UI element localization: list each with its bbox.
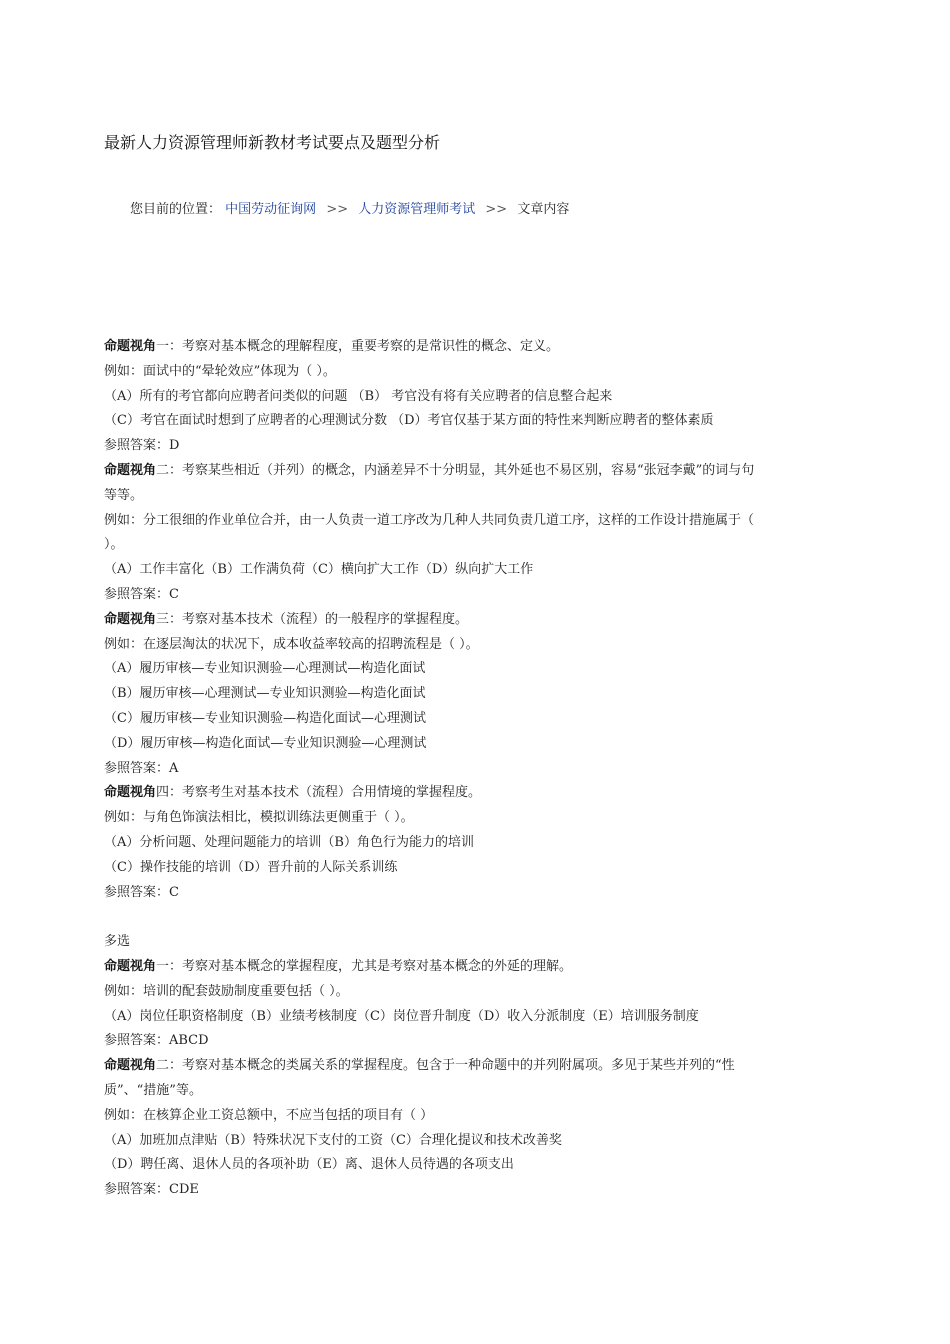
article-line xyxy=(104,583,840,608)
line-text: （A）分析问题、处理问题能力的培训（B）角色行为能力的培训 xyxy=(104,834,474,850)
article-line xyxy=(104,682,840,707)
line-text: （B）履历审核—心理测试—专业知识测验—构造化面试 xyxy=(104,686,426,702)
line-text: 例如：分工很细的作业单位合并，由一人负责一道工序改为几种人共同负责几道工序，这样的工作设计措施属于（ xyxy=(104,512,755,528)
page-title: 最新人力资源管理师新教材考试要点及题型分析 xyxy=(104,133,441,152)
line-text: 参照答案：ABCD xyxy=(104,1033,209,1049)
breadcrumb-separator: >> xyxy=(326,202,349,217)
line-text: ）。 xyxy=(104,537,124,553)
line-heading: 命题视角 xyxy=(104,958,157,974)
breadcrumb-current: 文章内容 xyxy=(517,202,570,217)
line-text: （D）履历审核—构造化面试—专业知识测验—心理测试 xyxy=(104,735,427,751)
article-body xyxy=(104,335,840,1203)
article-line xyxy=(104,484,840,509)
article-line xyxy=(104,1153,840,1178)
article-line xyxy=(104,930,840,955)
article-line xyxy=(104,1104,840,1129)
article-line xyxy=(104,1079,840,1104)
article-line xyxy=(104,409,840,434)
article-line xyxy=(104,533,840,558)
line-heading: 命题视角 xyxy=(104,462,157,478)
article-line xyxy=(104,633,840,658)
line-text: 参照答案：CDE xyxy=(104,1182,199,1198)
line-text: 例如：在核算企业工资总额中，不应当包括的项目有（ ） xyxy=(104,1107,434,1123)
article-line xyxy=(104,335,840,360)
line-text: （C）考官在面试时想到了应聘者的心理测试分数 （D）考官仅基于某方面的特性来判断应聘者的整体素质 xyxy=(104,413,714,429)
line-text: 参照答案：C xyxy=(104,884,179,900)
article-line xyxy=(104,980,840,1005)
line-text: （A）工作丰富化（B）工作满负荷（C）横向扩大工作（D）纵向扩大工作 xyxy=(104,562,534,578)
line-text: 二：考察对基本概念的类属关系的掌握程度。包含于一种命题中的并列附属项。多见于某些并列的“性 xyxy=(156,1058,735,1074)
line-heading: 命题视角 xyxy=(104,339,157,354)
breadcrumb-separator: >> xyxy=(485,202,508,217)
article-line xyxy=(104,558,840,583)
line-text: （A）所有的考官都向应聘者问类似的问题 （B） 考官没有将有关应聘者的信息整合起来 xyxy=(104,388,613,404)
line-text: 二：考察某些相近（并列）的概念，内涵差异不十分明显，其外延也不易区别，容易“张冠李戴”的词与句 xyxy=(156,462,755,478)
article-line xyxy=(104,1054,840,1079)
line-text: 质”、“措施”等。 xyxy=(104,1082,202,1098)
line-heading: 命题视角 xyxy=(104,611,157,627)
article-line xyxy=(104,1129,840,1154)
line-text: （A）加班加点津贴（B）特殊状况下支付的工资（C）合理化提议和技术改善奖 xyxy=(104,1132,562,1148)
breadcrumb-prefix: 您目前的位置： xyxy=(130,202,222,217)
article-line xyxy=(104,1029,840,1054)
article-line xyxy=(104,459,840,484)
breadcrumb-link-home[interactable]: 中国劳动征询网 xyxy=(225,202,317,217)
line-text: 多选 xyxy=(104,934,131,950)
line-text: 一：考察对基本概念的理解程度，重要考察的是常识性的概念、定义。 xyxy=(156,339,560,354)
line-text: 三：考察对基本技术（流程）的一般程序的掌握程度。 xyxy=(156,611,469,627)
article-line xyxy=(104,806,840,831)
article-line xyxy=(104,1178,840,1203)
article-line xyxy=(104,732,840,757)
line-text: （C）履历审核—专业知识测验—构造化面试—心理测试 xyxy=(104,710,426,726)
line-text: （D）聘任离、退休人员的各项补助（E）离、退休人员待遇的各项支出 xyxy=(104,1157,514,1173)
article-line xyxy=(104,657,840,682)
line-text: 等等。 xyxy=(104,487,144,503)
line-text: 四：考察考生对基本技术（流程）合用情境的掌握程度。 xyxy=(156,785,482,801)
article-line xyxy=(104,905,840,930)
breadcrumb-link-exam[interactable]: 人力资源管理师考试 xyxy=(358,202,476,217)
line-heading: 命题视角 xyxy=(104,1058,157,1074)
line-text: 一：考察对基本概念的掌握程度，尤其是考察对基本概念的外延的理解。 xyxy=(156,958,573,974)
article-line xyxy=(104,385,840,410)
article-line xyxy=(104,360,840,385)
article-line xyxy=(104,831,840,856)
article-line xyxy=(104,856,840,881)
line-text: （C）操作技能的培训（D）晋升前的人际关系训练 xyxy=(104,859,398,875)
line-text: 参照答案：A xyxy=(104,760,179,776)
line-text: （A）履历审核—专业知识测验—心理测试—构造化面试 xyxy=(104,661,426,677)
line-heading: 命题视角 xyxy=(104,785,157,801)
article-line xyxy=(104,955,840,980)
article-line xyxy=(104,1005,840,1030)
line-text: 例如：在逐层淘汰的状况下，成本收益率较高的招聘流程是（ ）。 xyxy=(104,636,479,652)
article-line xyxy=(104,509,840,534)
article-line xyxy=(104,781,840,806)
line-text: 例如：面试中的“晕轮效应”体现为（ ）。 xyxy=(104,363,336,379)
article-line xyxy=(104,757,840,782)
line-text: 例如：培训的配套鼓励制度重要包括（ ）。 xyxy=(104,983,349,999)
line-text: 例如：与角色饰演法相比，模拟训练法更侧重于（ ）。 xyxy=(104,810,414,826)
line-text: （A）岗位任职资格制度（B）业绩考核制度（C）岗位晋升制度（D）收入分派制度（E）培训服务制度 xyxy=(104,1008,699,1024)
line-text: 参照答案：D xyxy=(104,438,180,454)
article-line xyxy=(104,434,840,459)
article-line xyxy=(104,881,840,906)
article-line xyxy=(104,608,840,633)
line-text: 参照答案：C xyxy=(104,586,179,602)
breadcrumb xyxy=(130,199,569,221)
article-line xyxy=(104,707,840,732)
